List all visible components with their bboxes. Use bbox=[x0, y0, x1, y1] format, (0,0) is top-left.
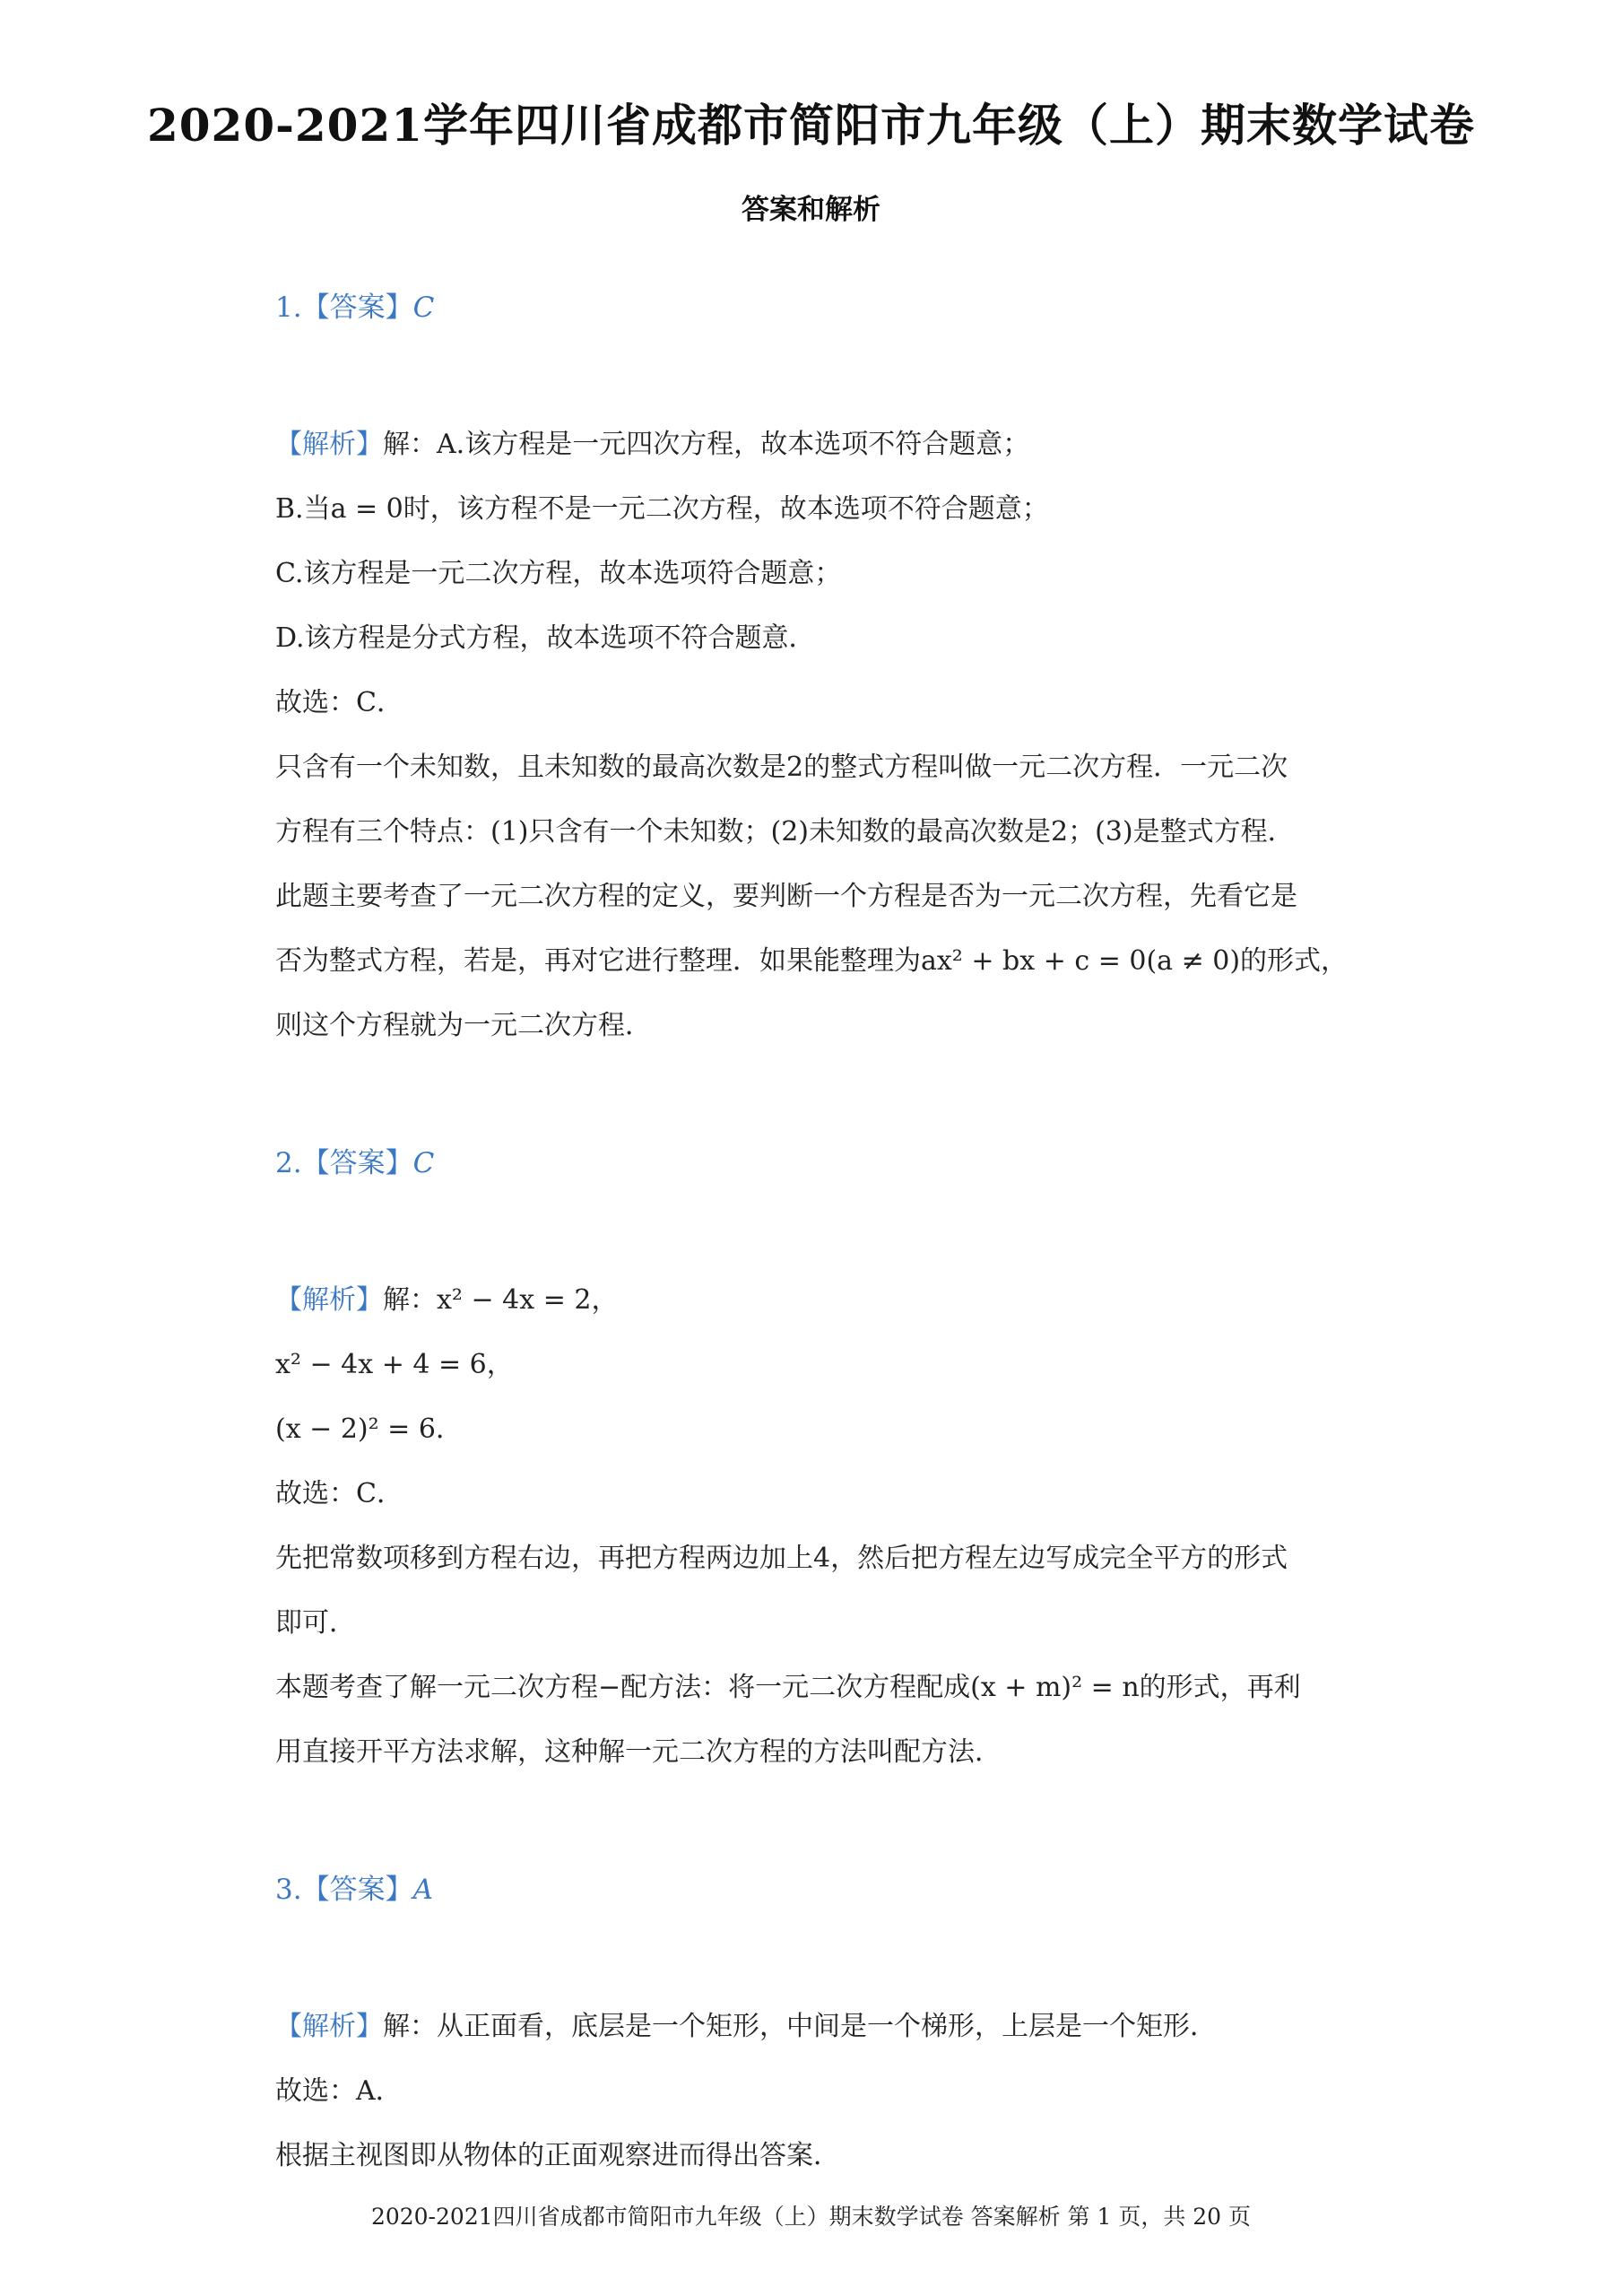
analysis-line: (x − 2)² = 6． bbox=[275, 1413, 463, 1445]
answer-tag: 【答案】 bbox=[301, 1874, 413, 1906]
analysis-line: 即可． bbox=[275, 1607, 356, 1639]
analysis-text: 解：x² − 4x = 2， bbox=[383, 1284, 619, 1316]
analysis-line: 否为整式方程，若是，再对它进行整理．如果能整理为ax² + bx + c = 0(a ≠ 0)的形式， bbox=[275, 945, 1349, 977]
analysis-line: 故选：A． bbox=[275, 2075, 403, 2107]
answer-line bbox=[275, 1867, 1378, 1912]
question-3 bbox=[275, 1867, 1378, 2188]
analysis-line: 先把常数项移到方程右边，再把方程两边加上4，然后把方程左边写成完全平方的形式 bbox=[275, 1543, 1288, 1574]
analysis-line: x² − 4x + 4 = 6， bbox=[275, 1349, 514, 1380]
analysis-line: C.该方程是一元二次方程，故本选项符合题意； bbox=[275, 558, 842, 589]
analysis-line bbox=[275, 413, 1378, 477]
analysis-text: 解：从正面看，底层是一个矩形，中间是一个梯形，上层是一个矩形． bbox=[383, 2011, 1217, 2042]
document-title: 2020-2021学年四川省成都市简阳市九年级（上）期末数学试卷 bbox=[146, 99, 1476, 152]
answer-tag: 【答案】 bbox=[301, 291, 413, 324]
page-footer: 2020-2021四川省成都市简阳市九年级（上）期末数学试卷 答案解析 第 1 页，共 20 页 bbox=[370, 2204, 1252, 2230]
analysis-line bbox=[275, 1268, 1378, 1333]
analysis-line bbox=[275, 1995, 1378, 2059]
analysis-line: 方程有三个特点：(1)只含有一个未知数；(2)未知数的最高次数是2；(3)是整式方程． bbox=[275, 816, 1295, 848]
answer-value: C bbox=[412, 1147, 435, 1179]
question-number: 3. bbox=[275, 1874, 302, 1906]
analysis-text: 解：A.该方程是一元四次方程，故本选项不符合题意； bbox=[383, 429, 1030, 460]
analysis-line: 本题考查了解一元二次方程−配方法：将一元二次方程配成(x + m)² = n的形式，再利 bbox=[275, 1672, 1301, 1703]
analysis-line: 只含有一个未知数，且未知数的最高次数是2的整式方程叫做一元二次方程．一元二次 bbox=[275, 752, 1288, 783]
answer-value: C bbox=[412, 291, 435, 324]
analysis-line: B.当a = 0时，该方程不是一元二次方程，故本选项不符合题意； bbox=[275, 493, 1049, 525]
question-1 bbox=[275, 285, 1378, 1058]
answer-line bbox=[275, 285, 1378, 330]
question-2 bbox=[275, 1141, 1378, 1785]
analysis-line: 根据主视图即从物体的正面观察进而得出答案． bbox=[275, 2140, 840, 2171]
analysis-line: 则这个方程就为一元二次方程． bbox=[275, 1010, 652, 1041]
analysis-tag: 【解析】 bbox=[275, 2011, 383, 2042]
analysis-line: 此题主要考查了一元二次方程的定义，要判断一个方程是否为一元二次方程，先看它是 bbox=[275, 881, 1297, 912]
answer-tag: 【答案】 bbox=[301, 1147, 413, 1179]
analysis-line: 故选：C． bbox=[275, 687, 403, 718]
analysis-tag: 【解析】 bbox=[275, 429, 383, 460]
answer-content bbox=[275, 285, 1378, 2188]
analysis-tag: 【解析】 bbox=[275, 1284, 383, 1316]
question-number: 2. bbox=[275, 1147, 302, 1179]
analysis-line: 故选：C． bbox=[275, 1478, 403, 1509]
answer-line bbox=[275, 1141, 1378, 1186]
analysis-line: 用直接开平方法求解，这种解一元二次方程的方法叫配方法． bbox=[275, 1736, 1002, 1768]
answer-value: A bbox=[412, 1874, 433, 1906]
analysis-line: D.该方程是分式方程，故本选项不符合题意． bbox=[275, 622, 816, 654]
document-subtitle: 答案和解析 bbox=[742, 194, 880, 226]
question-number: 1. bbox=[275, 291, 302, 324]
